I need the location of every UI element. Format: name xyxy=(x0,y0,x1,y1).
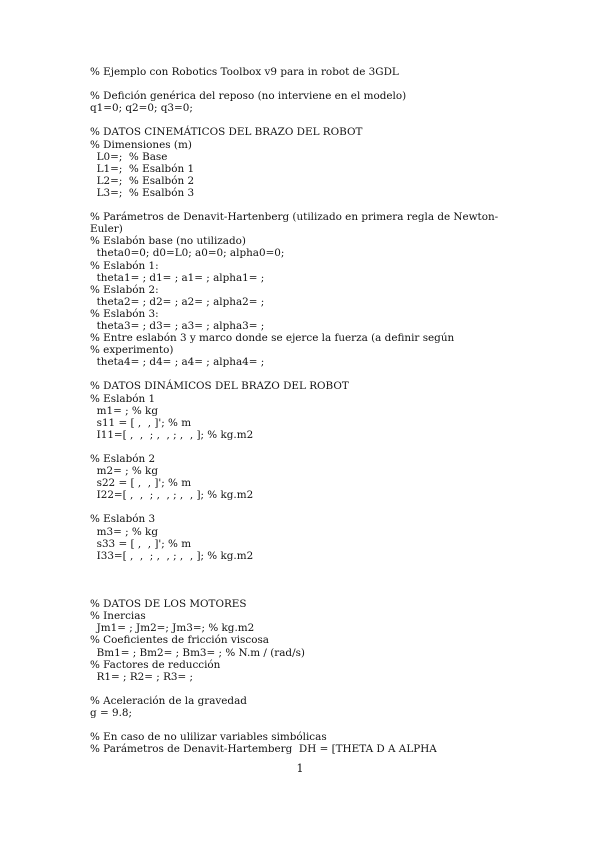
comment-line: % DATOS DINÁMICOS DEL BRAZO DEL ROBOT xyxy=(90,380,349,393)
comment-line: % Eslabón 3: xyxy=(90,307,159,320)
code-line: R1= ; R2= ; R3= ; xyxy=(90,670,194,683)
comment-line: % Factores de reducción xyxy=(90,658,221,671)
code-line: m2= ; % kg xyxy=(90,465,159,478)
code-line: s22 = [ , , ]'; % m xyxy=(90,477,192,490)
comment-line: % DATOS CINEMÁTICOS DEL BRAZO DEL ROBOT xyxy=(90,126,363,139)
comment-line: % Parámetros de Denavit-Hartemberg DH = [THETA D A ALPHA xyxy=(90,743,437,756)
comment-line: % Eslabón 2: xyxy=(90,283,159,296)
code-line: L2=; % Esalbón 2 xyxy=(90,174,195,187)
blank-line xyxy=(90,586,510,598)
blank-line xyxy=(90,719,510,731)
code-line: L0=; % Base xyxy=(90,150,168,163)
blank-line xyxy=(90,199,510,211)
comment-line: % Ejemplo con Robotics Toolbox v9 para in robot de 3GDL xyxy=(90,66,399,78)
comment-line: % Dimensiones (m) xyxy=(90,138,192,151)
blank-line xyxy=(90,683,510,695)
code-line: theta1= ; d1= ; a1= ; alpha1= ; xyxy=(90,271,265,284)
code-line: I22=[ , , ; , , ; , , ]; % kg.m2 xyxy=(90,489,254,502)
blank-line xyxy=(90,78,510,90)
code-line: Bm1= ; Bm2= ; Bm3= ; % N.m / (rad/s) xyxy=(90,646,305,659)
code-line: theta4= ; d4= ; a4= ; alpha4= ; xyxy=(90,356,265,369)
blank-line xyxy=(90,562,510,574)
comment-line: % Eslabón 2 xyxy=(90,453,156,465)
blank-line xyxy=(90,114,510,126)
blank-line xyxy=(90,368,510,380)
blank-line xyxy=(90,501,510,513)
code-line: m3= ; % kg xyxy=(90,525,159,538)
code-line: Jm1= ; Jm2=; Jm3=; % kg.m2 xyxy=(90,622,255,635)
code-line: theta2= ; d2= ; a2= ; alpha2= ; xyxy=(90,295,265,308)
page-number: 1 xyxy=(296,762,304,775)
comment-line: % Eslabón base (no utilizado) xyxy=(90,235,246,248)
comment-line: % Coeficientes de fricción viscosa xyxy=(90,634,269,647)
comment-line: % Inercias xyxy=(90,610,146,623)
code-line: I11=[ , , ; , , ; , , ]; % kg.m2 xyxy=(90,428,254,441)
code-line: I33=[ , , ; , , ; , , ]; % kg.m2 xyxy=(90,549,254,562)
comment-line: % Eslabón 1: xyxy=(90,259,159,272)
comment-line: % Eslabón 3 xyxy=(90,513,156,526)
blank-line xyxy=(90,574,510,586)
comment-line: % Parámetros de Denavit-Hartenberg (utilizado en primera regla de Newton-Euler) xyxy=(90,211,499,236)
code-line: theta0=0; d0=L0; a0=0; alpha0=0; xyxy=(90,247,285,260)
code-line: q1=0; q2=0; q3=0; xyxy=(90,102,193,115)
comment-line: % Entre eslabón 3 y marco donde se ejerce la fuerza (a definir según xyxy=(90,332,455,345)
code-listing xyxy=(90,66,510,755)
comment-line: % DATOS DE LOS MOTORES xyxy=(90,598,247,611)
comment-line: % Defición genérica del reposo (no interviene en el modelo) xyxy=(90,90,407,103)
comment-line: % Eslabón 1 xyxy=(90,392,156,405)
comment-line: % Aceleración de la gravedad xyxy=(90,694,247,707)
code-line: theta3= ; d3= ; a3= ; alpha3= ; xyxy=(90,319,265,332)
comment-line: % En caso de no ulilizar variables simbólicas xyxy=(90,731,327,744)
code-line: g = 9.8; xyxy=(90,706,132,719)
blank-line xyxy=(90,441,510,453)
code-line: s33 = [ , , ]'; % m xyxy=(90,537,192,550)
code-line: s11 = [ , , ]'; % m xyxy=(90,416,192,429)
code-line: L1=; % Esalbón 1 xyxy=(90,162,195,175)
comment-line: % experimento) xyxy=(90,344,174,357)
code-line: m1= ; % kg xyxy=(90,404,159,417)
code-line: L3=; % Esalbón 3 xyxy=(90,186,195,199)
